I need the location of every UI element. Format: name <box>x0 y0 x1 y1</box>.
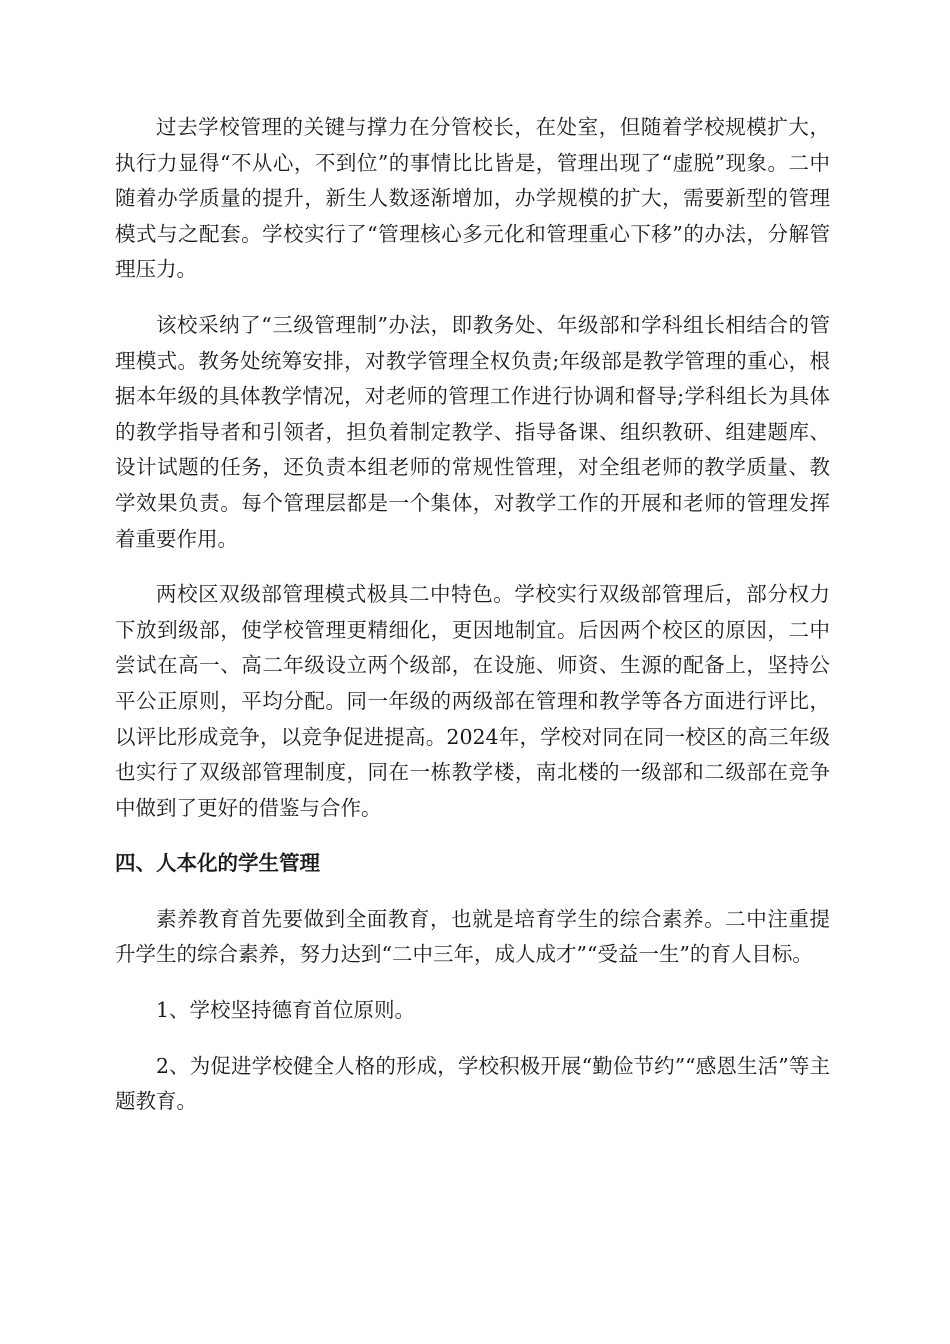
paragraph-gap <box>115 557 830 577</box>
paragraph-gap <box>115 1029 830 1049</box>
section-heading: 四、人本化的学生管理 <box>115 851 320 876</box>
paragraph-three-level-system: 该校采纳了“三级管理制”办法，即教务处、年级部和学科组长相结合的管理模式。教务处统筹安排，对教学管理全权负责;年级部是教学管理的重心，根据本年级的具体教学情况，对老师的管理工作进行协调和督导;学科组长为具体的教学指导者和引领者，担负着制定教学、指导备课、组织教研、组建题库、设计试题的任务，还负责本组老师的常规性管理，对全组老师的教学质量、教学效果负责。每个管理层都是一个集体，对教学工作的开展和老师的管理发挥着重要作用。 <box>115 312 830 551</box>
paragraph-management-pressure: 过去学校管理的关键与撑力在分管校长，在处室，但随着学校规模扩大，执行力显得“不从心，不到位”的事情比比皆是，管理出现了“虚脱”现象。二中随着办学质量的提升，新生人数逐渐增加，办学规模的扩大，需要新型的管理模式与之配套。学校实行了“管理核心多元化和管理重心下移”的办法，分解管理压力。 <box>115 115 830 282</box>
list-item-moral-education: 1、学校坚持德育首位原则。 <box>156 998 416 1023</box>
paragraph-gap <box>115 826 830 846</box>
paragraph-quality-education: 素养教育首先要做到全面教育，也就是培育学生的综合素养。二中注重提升学生的综合素养，努力达到“二中三年，成人成才”“受益一生”的育人目标。 <box>115 906 830 967</box>
document-page <box>115 110 830 1120</box>
paragraph-gap <box>115 882 830 902</box>
paragraph-gap <box>115 973 830 993</box>
paragraph-dual-department: 两校区双级部管理模式极具二中特色。学校实行双级部管理后，部分权力下放到级部，使学校管理更精细化，更因地制宜。后因两个校区的原因，二中尝试在高一、高二年级设立两个级部，在设施、师资、生源的配备上，坚持公平公正原则，平均分配。同一年级的两级部在管理和教学等各方面进行评比，以评比形成竞争，以竞争促进提高。2024年，学校对同在同一校区的高三年级也实行了双级部管理制度，同在一栋教学楼，南北楼的一级部和二级部在竞争中做到了更好的借鉴与合作。 <box>115 582 830 820</box>
list-item-theme-education: 2、为促进学校健全人格的形成，学校积极开展“勤俭节约”“感恩生活”等主题教育。 <box>115 1053 830 1114</box>
paragraph-gap <box>115 288 830 308</box>
